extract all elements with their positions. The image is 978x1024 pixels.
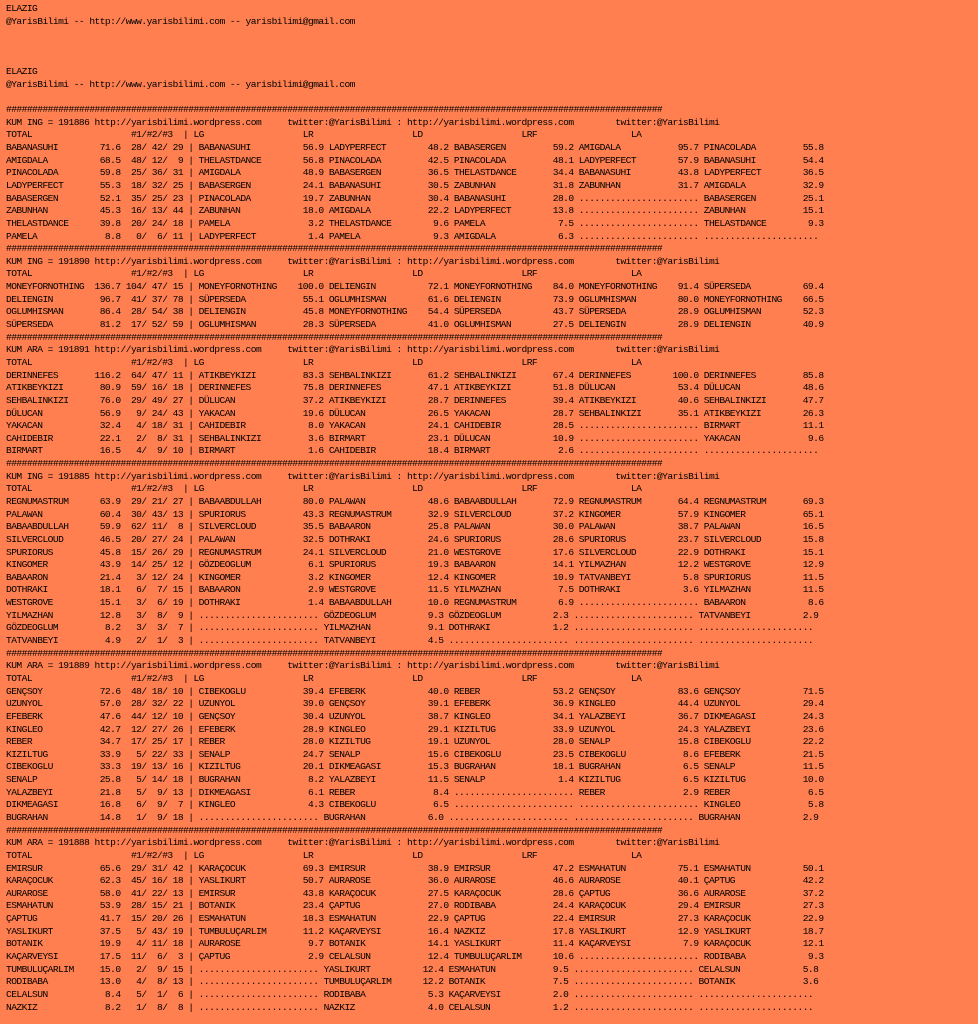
text-line: GENÇSOY 72.6 48/ 18/ 10 | CIBEKOGLU 39.4 EFEBERK 40.0 REBER 53.2 GENÇSOY 83.6 GENÇSOY 71.5: [6, 685, 824, 697]
text-line: SÜPERSEDA 81.2 17/ 52/ 59 | OGLUMHISMAN 28.3 SÜPERSEDA 41.0 OGLUMHISMAN 27.5 DELIENGIN 28.9 DELIENGIN 40.9: [6, 319, 824, 331]
text-line: DÜLUCAN 56.9 9/ 24/ 43 | YAKACAN 19.6 DÜLUCAN 26.5 YAKACAN 28.7 SEHBALINKIZI 35.1 ATIKBEYKIZI 26.3: [6, 407, 824, 419]
text-line: SPURIORUS 45.8 15/ 26/ 29 | REGNUMASTRUM 24.1 SILVERCLOUD 21.0 WESTGROVE 17.6 SILVERCLOUD 22.9 DOTHRAKI 15.1: [6, 546, 824, 558]
text-line: OGLUMHISMAN 86.4 28/ 54/ 38 | DELIENGIN 45.8 MONEYFORNOTHING 54.4 SÜPERSEDA 43.7 SÜPERSEDA 28.9 OGLUMHISMAN 52.3: [6, 306, 824, 318]
text-line: DIKMEAGASI 16.8 6/ 9/ 7 | KINGLEO 4.3 CIBEKOGLU 6.5 ....................... ....................... KINGLEO 5.8: [6, 799, 824, 811]
text-line: MONEYFORNOTHING 136.7 104/ 47/ 15 | MONEYFORNOTHING 100.0 DELIENGIN 72.1 MONEYFORNOTHING 84.0 MONEYFORNOTHING 91.4 SÜPERSEDA 69.4: [6, 281, 824, 293]
text-line: YALAZBEYI 21.8 5/ 9/ 13 | DIKMEAGASI 6.1 REBER 8.4 ....................... REBER 2.9 REBER 6.5: [6, 786, 824, 798]
text-line: AURAROSE 58.0 41/ 22/ 13 | EMIRSUR 43.8 KARAÇOCUK 27.5 KARAÇOCUK 28.6 ÇAPTUG 36.6 AURAROSE 37.2: [6, 887, 824, 899]
text-line: AMIGDALA 68.5 48/ 12/ 9 | THELASTDANCE 56.8 PINACOLADA 42.5 PINACOLADA 48.1 LADYPERFECT 57.9 BABANASUHI 54.4: [6, 154, 824, 166]
text-line: ATIKBEYKIZI 80.9 59/ 16/ 18 | DERINNEFES 75.8 DERINNEFES 47.1 ATIKBEYKIZI 51.8 DÜLUCAN 53.4 DÜLUCAN 48.6: [6, 382, 824, 394]
text-line: [6, 41, 824, 54]
text-line: PINACOLADA 59.8 25/ 36/ 31 | AMIGDALA 48.9 BABASERGEN 36.5 THELASTDANCE 34.4 BABANASUHI 43.8 LADYPERFECT 36.5: [6, 167, 824, 179]
text-line: KUM ING = 191890 http://yarisbilimi.wordpress.com twitter:@YarisBilimi : http://yarisbilimi.wordpress.com twitter:@YarisBilimi: [6, 255, 720, 267]
text-line: [6, 91, 824, 104]
text-line: THELASTDANCE 39.8 20/ 24/ 18 | PAMELA 3.2 THELASTDANCE 9.6 PAMELA 7.5 ....................... THELASTDANCE 9.3: [6, 217, 824, 229]
text-line: KINGLEO 42.7 12/ 27/ 26 | EFEBERK 28.9 KINGLEO 29.1 KIZILTUG 33.9 UZUNYOL 24.3 YALAZBEYI 23.6: [6, 723, 824, 735]
text-line: [6, 54, 824, 67]
text-line: ##############################################################################################################################: [6, 104, 663, 116]
text-line: BUGRAHAN 14.8 1/ 9/ 18 | ....................... BUGRAHAN 6.0 ....................... ....................... BUGRAHAN 2.9: [6, 812, 819, 823]
text-line: SENALP 25.8 5/ 14/ 18 | BUGRAHAN 8.2 YALAZBEYI 11.5 SENALP 1.4 KIZILTUG 6.5 KIZILTUG 10.0: [6, 774, 824, 786]
text-line: KARAÇOCUK 62.3 45/ 16/ 18 | YASLIKURT 50.7 AURAROSE 36.0 AURAROSE 46.6 AURAROSE 40.1 ÇAPTUG 42.2: [6, 875, 824, 887]
text-line: YAKACAN 32.4 4/ 18/ 31 | CAHIDEBIR 8.0 YAKACAN 24.1 CAHIDEBIR 28.5 ....................... BIRMART 11.1: [6, 420, 824, 432]
text-line: KUM ARA = 191891 http://yarisbilimi.wordpress.com twitter:@YarisBilimi : http://yarisbilimi.wordpress.com twitter:@YarisBilimi: [6, 344, 720, 356]
text-line: ##############################################################################################################################: [6, 647, 663, 659]
text-line: RODIBABA 13.0 4/ 8/ 13 | ....................... TUMBULUÇARLIM 12.2 BOTANIK 7.5 ....................... BOTANIK 3.6: [6, 976, 819, 988]
text-line: BOTANIK 19.9 4/ 11/ 18 | AURAROSE 9.7 BOTANIK 14.1 YASLIKURT 11.4 KAÇARVEYSI 7.9 KARAÇOCUK 12.1: [6, 938, 824, 950]
text-line: KIZILTUG 33.9 5/ 22/ 33 | SENALP 24.7 SENALP 15.6 CIBEKOGLU 23.5 CIBEKOGLU 8.6 EFEBERK 21.5: [6, 748, 824, 760]
text-line: CIBEKOGLU 33.3 19/ 13/ 16 | KIZILTUG 20.1 DIKMEAGASI 15.3 BUGRAHAN 18.1 BUGRAHAN 6.5 SENALP 11.5: [6, 761, 824, 773]
text-line: TOTAL #1/#2/#3 | LG LR LD LRF LA: [6, 129, 642, 141]
text-line: ÇAPTUG 41.7 15/ 20/ 26 | ESMAHATUN 18.3 ESMAHATUN 22.9 ÇAPTUG 22.4 EMIRSUR 27.3 KARAÇOCUK 22.9: [6, 913, 824, 925]
text-line: BABASERGEN 52.1 35/ 25/ 23 | PINACOLADA 19.7 ZABUNHAN 30.4 BABANASUHI 28.0 ....................... BABASERGEN 25.1: [6, 192, 824, 204]
text-line: @YarisBilimi -- http://www.yarisbilimi.com -- yarisbilimi@gmail.com: [6, 15, 355, 27]
text-line: LADYPERFECT 55.3 18/ 32/ 25 | BABASERGEN 24.1 BABANASUHI 30.5 ZABUNHAN 31.8 ZABUNHAN 31.7 AMIGDALA 32.9: [6, 179, 824, 191]
text-line: TOTAL #1/#2/#3 | LG LR LD LRF LA: [6, 849, 642, 861]
text-line: CAHIDEBIR 22.1 2/ 8/ 31 | SEHBALINKIZI 3.6 BIRMART 23.1 DÜLUCAN 10.9 ....................... YAKACAN 9.6: [6, 432, 824, 444]
text-line: YILMAZHAN 12.8 3/ 8/ 9 | ....................... GÖZDEOGLUM 9.3 GÖZDEOGLUM 2.3 ....................... TATVANBEYI 2.9: [6, 609, 819, 621]
text-line: KAÇARVEYSI 17.5 11/ 6/ 3 | ÇAPTUG 2.9 CELALSUN 12.4 TUMBULUÇARLIM 10.6 ....................... RODIBABA 9.3: [6, 951, 824, 963]
text-line: KUM ARA = 191888 http://yarisbilimi.wordpress.com twitter:@YarisBilimi : http://yarisbilimi.wordpress.com twitter:@YarisBilimi: [6, 837, 720, 849]
text-line: ELAZIG: [6, 66, 38, 78]
text-line: GÖZDEOGLUM 8.2 3/ 3/ 7 | ....................... YILMAZHAN 9.1 DOTHRAKI 1.2 ....................... ......................: [6, 622, 814, 634]
results-document: [6, 3, 824, 1014]
text-line: SEHBALINKIZI 76.0 29/ 49/ 27 | DÜLUCAN 37.2 ATIKBEYKIZI 28.7 DERINNEFES 39.4 ATIKBEYKIZI 40.6 SEHBALINKIZI 47.7: [6, 394, 824, 406]
text-line: ESMAHATUN 53.9 28/ 15/ 21 | BOTANIK 23.4 ÇAPTUG 27.0 RODIBABA 24.4 KARAÇOCUK 29.4 EMIRSUR 27.3: [6, 900, 824, 912]
text-line: TOTAL #1/#2/#3 | LG LR LD LRF LA: [6, 483, 642, 495]
text-line: EMIRSUR 65.6 29/ 31/ 42 | KARAÇOCUK 69.3 EMIRSUR 38.9 EMIRSUR 47.2 ESMAHATUN 75.1 ESMAHATUN 50.1: [6, 862, 824, 874]
text-line: ##############################################################################################################################: [6, 331, 663, 343]
text-line: TATVANBEYI 4.9 2/ 1/ 3 | ....................... TATVANBEYI 4.5 ....................... ....................... ......................: [6, 635, 814, 647]
text-line: TOTAL #1/#2/#3 | LG LR LD LRF LA: [6, 672, 642, 684]
text-line: ##############################################################################################################################: [6, 824, 663, 836]
text-line: BABANASUHI 71.6 28/ 42/ 29 | BABANASUHI 56.9 LADYPERFECT 48.2 BABASERGEN 59.2 AMIGDALA 95.7 PINACOLADA 55.8: [6, 142, 824, 154]
text-line: NAZKIZ 8.2 1/ 8/ 8 | ....................... NAZKIZ 4.0 CELALSUN 1.2 ....................... ......................: [6, 1001, 814, 1013]
text-line: KINGOMER 43.9 14/ 25/ 12 | GÖZDEOGLUM 6.1 SPURIORUS 19.3 BABAARON 14.1 YILMAZHAN 12.2 WESTGROVE 12.9: [6, 559, 824, 571]
text-line: DERINNEFES 116.2 64/ 47/ 11 | ATIKBEYKIZI 83.3 SEHBALINKIZI 61.2 SEHBALINKIZI 67.4 DERINNEFES 100.0 DERINNEFES 85.8: [6, 369, 824, 381]
text-line: BIRMART 16.5 4/ 9/ 10 | BIRMART 1.6 CAHIDEBIR 18.4 BIRMART 2.6 ....................... ......................: [6, 445, 819, 457]
text-line: ##############################################################################################################################: [6, 243, 663, 255]
text-line: TOTAL #1/#2/#3 | LG LR LD LRF LA: [6, 356, 642, 368]
text-line: PALAWAN 60.4 30/ 43/ 13 | SPURIORUS 43.3 REGNUMASTRUM 32.9 SILVERCLOUD 37.2 KINGOMER 57.9 KINGOMER 65.1: [6, 508, 824, 520]
text-line: CELALSUN 8.4 5/ 1/ 6 | ....................... RODIBABA 5.3 KAÇARVEYSI 2.0 ....................... ......................: [6, 988, 814, 1000]
text-line: ELAZIG: [6, 3, 38, 14]
text-line: WESTGROVE 15.1 3/ 6/ 19 | DOTHRAKI 1.4 BABAABDULLAH 10.0 REGNUMASTRUM 6.9 ....................... BABAARON 8.6: [6, 597, 824, 609]
text-line: KUM ING = 191886 http://yarisbilimi.wordpress.com twitter:@YarisBilimi : http://yarisbilimi.wordpress.com twitter:@YarisBilimi: [6, 116, 720, 128]
text-line: UZUNYOL 57.0 28/ 32/ 22 | UZUNYOL 39.0 GENÇSOY 39.1 EFEBERK 36.9 KINGLEO 44.4 UZUNYOL 29.4: [6, 698, 824, 710]
text-line: ##############################################################################################################################: [6, 458, 663, 470]
text-line: DELIENGIN 96.7 41/ 37/ 78 | SÜPERSEDA 55.1 OGLUMHISMAN 61.6 DELIENGIN 73.9 OGLUMHISMAN 80.0 MONEYFORNOTHING 66.5: [6, 293, 824, 305]
text-line: BABAARON 21.4 3/ 12/ 24 | KINGOMER 3.2 KINGOMER 12.4 KINGOMER 10.9 TATVANBEYI 5.8 SPURIORUS 11.5: [6, 571, 824, 583]
text-line: KUM ARA = 191889 http://yarisbilimi.wordpress.com twitter:@YarisBilimi : http://yarisbilimi.wordpress.com twitter:@YarisBilimi: [6, 660, 720, 672]
text-line: PAMELA 8.8 0/ 6/ 11 | LADYPERFECT 1.4 PAMELA 9.3 AMIGDALA 6.3 ....................... ......................: [6, 230, 819, 242]
text-line: REGNUMASTRUM 63.9 29/ 21/ 27 | BABAABDULLAH 80.0 PALAWAN 48.6 BABAABDULLAH 72.9 REGNUMASTRUM 64.4 REGNUMASTRUM 69.3: [6, 495, 824, 507]
text-line: SILVERCLOUD 46.5 20/ 27/ 24 | PALAWAN 32.5 DOTHRAKI 24.6 SPURIORUS 28.6 SPURIORUS 23.7 SILVERCLOUD 15.8: [6, 533, 824, 545]
text-line: EFEBERK 47.6 44/ 12/ 10 | GENÇSOY 30.4 UZUNYOL 38.7 KINGLEO 34.1 YALAZBEYI 36.7 DIKMEAGASI 24.3: [6, 710, 824, 722]
text-line: KUM ING = 191885 http://yarisbilimi.wordpress.com twitter:@YarisBilimi : http://yarisbilimi.wordpress.com twitter:@YarisBilimi: [6, 470, 720, 482]
text-line: REBER 34.7 17/ 25/ 17 | REBER 28.0 KIZILTUG 19.1 UZUNYOL 28.0 SENALP 15.8 CIBEKOGLU 22.2: [6, 736, 824, 748]
text-line: YASLIKURT 37.5 5/ 43/ 19 | TUMBULUÇARLIM 11.2 KAÇARVEYSI 16.4 NAZKIZ 17.8 YASLIKURT 12.9 YASLIKURT 18.7: [6, 925, 824, 937]
text-line: TOTAL #1/#2/#3 | LG LR LD LRF LA: [6, 268, 642, 280]
text-line: @YarisBilimi -- http://www.yarisbilimi.com -- yarisbilimi@gmail.com: [6, 78, 355, 90]
text-line: [6, 28, 824, 41]
text-line: TUMBULUÇARLIM 15.0 2/ 9/ 15 | ....................... YASLIKURT 12.4 ESMAHATUN 9.5 ....................... CELALSUN 5.8: [6, 963, 819, 975]
text-line: ZABUNHAN 45.3 16/ 13/ 44 | ZABUNHAN 18.0 AMIGDALA 22.2 LADYPERFECT 13.8 ....................... ZABUNHAN 15.1: [6, 205, 824, 217]
text-line: DOTHRAKI 18.1 6/ 7/ 15 | BABAARON 2.9 WESTGROVE 11.5 YILMAZHAN 7.5 DOTHRAKI 3.6 YILMAZHAN 11.5: [6, 584, 824, 596]
text-line: BABAABDULLAH 59.9 62/ 11/ 8 | SILVERCLOUD 35.5 BABAARON 25.8 PALAWAN 30.0 PALAWAN 38.7 PALAWAN 16.5: [6, 521, 824, 533]
